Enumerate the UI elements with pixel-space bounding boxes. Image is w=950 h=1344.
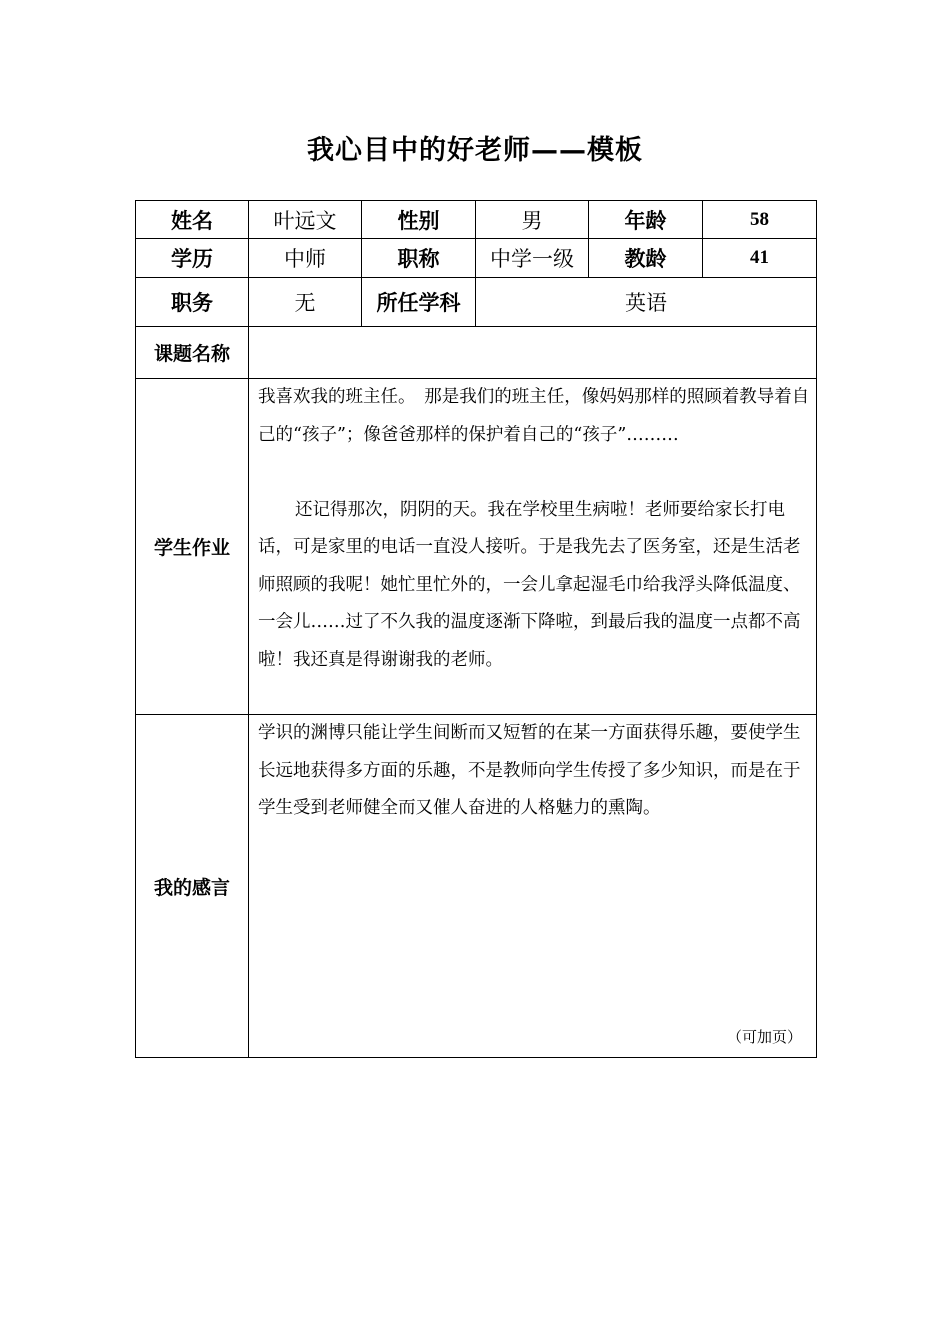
education-label: 学历 — [136, 239, 249, 278]
topic-value — [249, 327, 817, 379]
reflection-label: 我的感言 — [136, 715, 249, 1058]
name-label: 姓名 — [136, 201, 249, 239]
document-title: 我心目中的好老师——模板 — [307, 135, 643, 166]
age-value: 58 — [703, 201, 817, 239]
reflection-content — [249, 715, 817, 1058]
gender-label: 性别 — [362, 201, 476, 239]
teacher-form-table — [135, 200, 817, 1058]
topic-label: 课题名称 — [136, 327, 249, 379]
student-work-paragraph-2: 还记得那次，阴阴的天。我在学校里生病啦！老师要给家长打电话，可是家里的电话一直没人接听。于是我先去了医务室，还是生活老师照顾的我呢！她忙里忙外的，一会儿拿起湿毛巾给我浮头降低温度、一会儿……过了不久我的温度逐渐下降啦，到最后我的温度一点都不高啦！我还真是得谢谢我的老师。 — [258, 499, 801, 670]
gender-value: 男 — [476, 201, 589, 239]
name-value: 叶远文 — [249, 201, 362, 239]
rank-label: 职称 — [362, 239, 476, 278]
education-value: 中师 — [249, 239, 362, 278]
position-value: 无 — [249, 278, 362, 327]
age-label: 年龄 — [589, 201, 703, 239]
position-label: 职务 — [136, 278, 249, 327]
teaching-years-label: 教龄 — [589, 239, 703, 278]
rank-value: 中学一级 — [476, 239, 589, 278]
subject-label: 所任学科 — [362, 278, 476, 327]
student-work-paragraph-1: 我喜欢我的班主任。 那是我们的班主任，像妈妈那样的照顾着教导着自己的“孩子”；像爸爸那样的保护着自己的“孩子”……… — [258, 387, 810, 445]
teaching-years-value: 41 — [703, 239, 817, 278]
reflection-paragraph: 学识的渊博只能让学生间断而又短暂的在某一方面获得乐趣，要使学生长远地获得多方面的乐趣，不是教师向学生传授了多少知识，而是在于学生受到老师健全而又催人奋进的人格魅力的熏陶。 — [258, 723, 801, 818]
student-work-label: 学生作业 — [136, 379, 249, 715]
add-page-note: （可加页） — [726, 1028, 802, 1046]
blank-line — [249, 454, 816, 492]
subject-value: 英语 — [476, 278, 817, 327]
student-work-content — [249, 379, 817, 715]
